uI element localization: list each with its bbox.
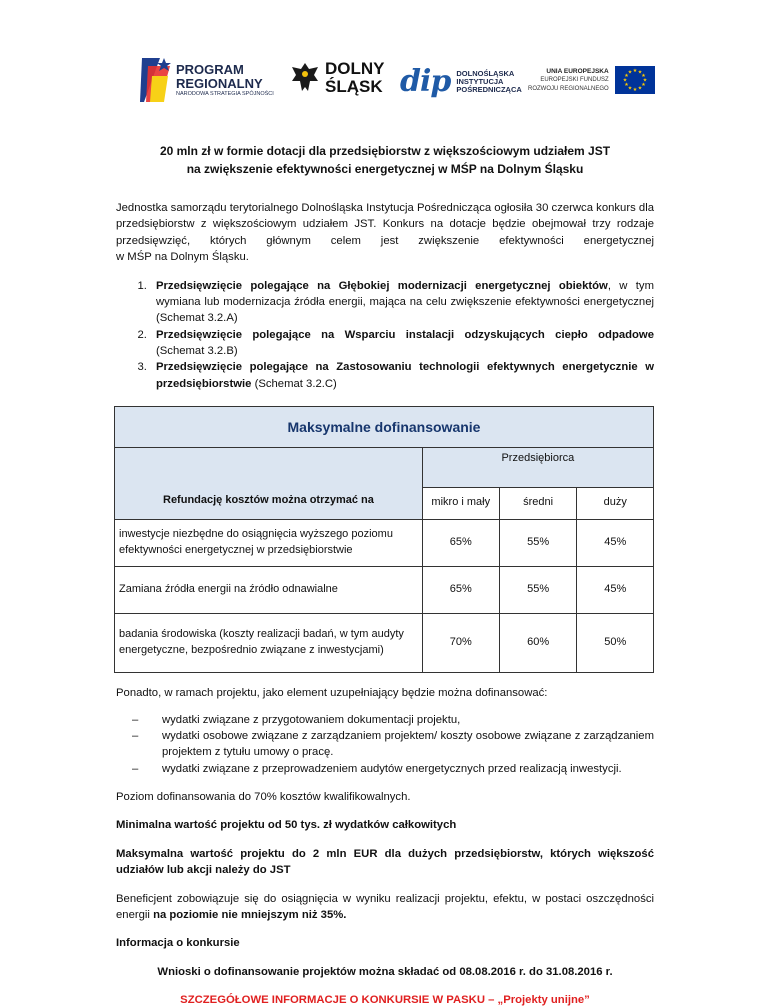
row-value: 45% xyxy=(577,520,654,567)
dip-logo xyxy=(400,60,522,104)
project-item xyxy=(150,278,654,327)
eu-logo-line3: ROZWOJU REGIONALNEGO xyxy=(528,85,609,92)
eu-logo xyxy=(528,66,655,94)
dolny-logo-line2: ŚLĄSK xyxy=(325,76,383,96)
group-label: Przedsiębiorca xyxy=(422,448,653,487)
svg-text:★: ★ xyxy=(637,85,642,92)
project-rest: , w tym wymiana lub modernizacja źródła energii, mająca na celu zwiększenie efektywności energetycznej (Schemat 3.2.A) xyxy=(156,279,654,325)
intro-text: Jednostka samorządu terytorialnego Dolnośląska Instytucja Pośrednicząca ogłosiła 30 czerwca konkurs dla przedsiębiorstw z większościowym udziałem JST. Konkurs na dotacje będzie obejmował trzy rodzaje przedsięwzięć, których głównym celem jest zwiększenie efektywności energetycznej xyxy=(116,202,654,247)
list-item: – wydatki osobowe związane z zarządzaniem projektem/ koszty osobowe związane z zarządzaniem projektem z tytułu umowy o pracę. xyxy=(156,728,654,761)
program-logo-line2: REGIONALNY xyxy=(176,76,263,92)
row-value: 60% xyxy=(499,614,577,673)
additional-list xyxy=(116,712,654,778)
funding-table xyxy=(114,406,654,673)
additional-intro: Ponadto, w ramach projektu, jako element uzupełniający będzie można dofinansować: xyxy=(116,687,548,700)
svg-text:★: ★ xyxy=(623,73,629,79)
project-item xyxy=(150,359,654,392)
list-item: – wydatki związane z przeprowadzeniem audytów energetycznych przed realizacją inwestycji. xyxy=(156,761,654,777)
svg-text:★: ★ xyxy=(622,77,627,84)
intro-last-line: w MŚP na Dolnym Śląsku. xyxy=(116,251,249,264)
program-logo-line3: NARODOWA STRATEGIA SPÓJNOŚCI xyxy=(176,90,274,97)
svg-text:★: ★ xyxy=(632,87,637,93)
svg-text:★: ★ xyxy=(640,73,646,79)
beneficiary-bold: na poziomie nie mniejszym niż 35%. xyxy=(153,908,347,921)
logo-bar xyxy=(0,52,768,112)
dip-logo-line1: DOLNOŚLĄSKA xyxy=(456,68,515,78)
dip-mark: dip xyxy=(400,64,451,99)
dolny-slask-logo xyxy=(290,60,385,96)
title-line1: 20 mln zł w formie dotacji dla przedsiębiorstw z większościowym udziałem JST xyxy=(159,144,611,158)
program-regionalny-logo xyxy=(140,58,274,104)
dip-logo-line2: INSTYTUCJA xyxy=(456,76,504,86)
row-value: 55% xyxy=(499,567,577,614)
list-item: – wydatki związane z przygotowaniem dokumentacji projektu, xyxy=(156,712,654,728)
svg-text:★: ★ xyxy=(623,82,629,88)
document-body xyxy=(116,142,654,1008)
program-logo-line1: PROGRAM xyxy=(176,62,244,78)
deadline: Wnioski o dofinansowanie projektów można składać od 08.08.2016 r. do 31.08.2016 r. xyxy=(157,965,613,978)
eu-flag-icon xyxy=(615,66,655,94)
svg-text:★: ★ xyxy=(640,82,646,88)
project-bold: Przedsięwzięcie polegające na Głębokiej modernizacji energetycznej obiektów xyxy=(156,279,608,292)
intro-paragraph xyxy=(116,200,654,266)
eagle-icon xyxy=(290,61,320,95)
row-label: badania środowiska (koszty realizacji badań, w tym audyty energetyczne, bezpośrednio związane z inwestycjami) xyxy=(115,614,423,673)
table-header: Maksymalne dofinansowanie xyxy=(115,407,654,448)
beneficiary-paragraph xyxy=(116,891,654,924)
row-label: Zamiana źródła energii na źródło odnawialne xyxy=(115,567,423,614)
projects-list xyxy=(116,278,654,393)
beneficiary-text: Beneficjent zobowiązuje się do osiągnięcia w wyniku realizacji projektu, efektu, w postaci oszczędności energii xyxy=(116,892,654,921)
svg-text:★: ★ xyxy=(642,77,647,84)
info-heading: Informacja o konkursie xyxy=(116,937,240,950)
project-item xyxy=(150,327,654,360)
eu-logo-line1: UNIA EUROPEJSKA xyxy=(546,67,609,75)
eu-logo-line2: EUROPEJSKI FUNDUSZ xyxy=(540,77,609,84)
max-value: Maksymalna wartość projektu do 2 mln EUR dla dużych przedsiębiorstw, których większość udziałów lub akcji należy do JST xyxy=(116,847,654,877)
column-header: mikro i mały xyxy=(422,487,499,520)
funding-level: Poziom dofinansowania do 70% kosztów kwalifikowalnych. xyxy=(116,791,411,803)
column-header: średni xyxy=(499,487,577,520)
svg-text:★: ★ xyxy=(627,85,632,92)
svg-text:★: ★ xyxy=(637,69,642,76)
row-label: inwestycje niezbędne do osiągnięcia wyższego poziomu efektywności energetycznej w przedsiębiorstwie xyxy=(115,520,423,567)
row-value: 45% xyxy=(577,567,654,614)
table-row xyxy=(115,614,654,673)
row-value: 65% xyxy=(422,520,499,567)
project-rest: (Schemat 3.2.B) xyxy=(156,345,238,357)
svg-text:★: ★ xyxy=(632,68,637,74)
title-line2: na zwiększenie efektywności energetycznej w MŚP na Dolnym Śląsku xyxy=(186,162,584,176)
details-link: SZCZEGÓŁOWE INFORMACJE O KONKURSIE W PASKU – „Projekty unijne” xyxy=(180,994,590,1006)
column-header: duży xyxy=(577,487,654,520)
dip-logo-line3: POŚREDNICZĄCA xyxy=(456,84,522,94)
refund-label: Refundację kosztów można otrzymać na xyxy=(115,448,423,520)
min-value: Minimalna wartość projektu od 50 tys. zł wydatków całkowitych xyxy=(116,819,457,832)
project-rest: (Schemat 3.2.C) xyxy=(251,377,337,390)
row-value: 70% xyxy=(422,614,499,673)
project-bold: Przedsięwzięcie polegające na Wsparciu instalacji odzyskujących ciepło odpadowe xyxy=(156,328,654,341)
row-value: 55% xyxy=(499,520,577,567)
project-bold: Przedsięwzięcie polegające na Zastosowaniu technologii efektywnych energetycznie w przedsiębiorstwie xyxy=(156,361,654,390)
dolny-logo-line1: DOLNY xyxy=(325,59,385,78)
table-row xyxy=(115,567,654,614)
table-row xyxy=(115,520,654,567)
row-value: 50% xyxy=(577,614,654,673)
row-value: 65% xyxy=(422,567,499,614)
svg-text:★: ★ xyxy=(627,69,632,76)
program-regionalny-star-icon xyxy=(140,58,172,104)
